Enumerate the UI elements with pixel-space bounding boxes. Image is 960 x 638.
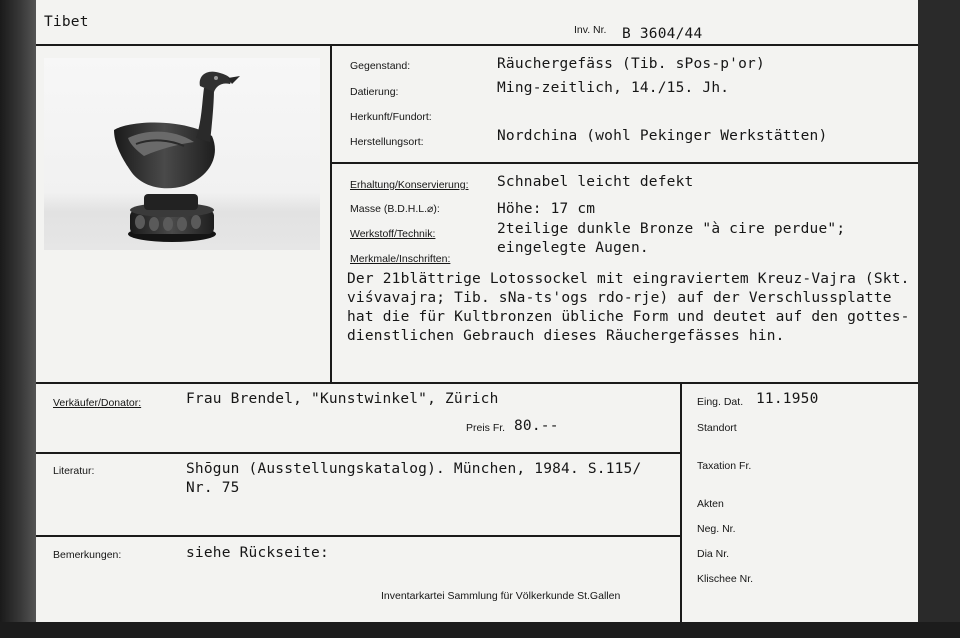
erhaltung-label: Erhaltung/Konservierung: [350,179,469,191]
bemerkungen-label: Bemerkungen: [53,549,122,561]
duck-censer-image [44,58,320,250]
standort-label: Standort [697,422,737,434]
literatur-line-1: Shōgun (Ausstellungskatalog). München, 1984. S.115/ [186,461,642,477]
datierung-label: Datierung: [350,86,399,98]
rule-vendor [36,452,680,454]
gegenstand-label: Gegenstand: [350,60,411,72]
werkstoff-line-1: 2teilige dunkle Bronze "à cire perdue"; [497,221,846,237]
masse-value: Höhe: 17 cm [497,201,596,217]
neg-nr-label: Neg. Nr. [697,523,736,535]
rule-main [36,382,918,384]
vendor-value: Frau Brendel, "Kunstwinkel", Zürich [186,391,499,407]
footer-imprint: Inventarkartei Sammlung für Völkerkunde St.Gallen [381,590,621,602]
merkmale-text [347,270,917,346]
literatur-label: Literatur: [53,465,95,477]
merkmale-line-1: Der 21blättrige Lotossockel mit eingraviertem Kreuz-Vajra (Skt. [347,271,910,287]
datierung-value: Ming-zeitlich, 14./15. Jh. [497,80,730,96]
herstellungsort-label: Herstellungsort: [350,136,424,148]
akten-label: Akten [697,498,724,510]
vendor-label-text: Verkäufer/Donator: [53,397,142,409]
merkmale-label: Merkmale/Inschriften: [350,253,451,265]
inv-nr-label: Inv. Nr. [574,24,607,36]
werkstoff-label: Werkstoff/Technik: [350,228,436,240]
eing-dat-label: Eing. Dat. [697,396,744,408]
price-label: Preis Fr. [466,422,506,434]
gegenstand-value: Räuchergefäss (Tib. sPos-p'or) [497,56,765,72]
werkstoff-line-2: eingelegte Augen. [497,240,649,256]
object-photo [44,58,320,250]
klischee-nr-label: Klischee Nr. [697,573,754,585]
herstellungsort-value: Nordchina (wohl Pekinger Werkstätten) [497,128,828,144]
rule-photo-right [330,44,332,382]
rule-header [36,44,918,46]
rule-literatur [36,535,680,537]
herkunft-label: Herkunft/Fundort: [350,111,432,123]
inv-nr-value: B 3604/44 [622,26,703,42]
eing-dat-value: 11.1950 [756,391,819,407]
vendor-label [53,397,141,409]
erhaltung-value: Schnabel leicht defekt [497,174,694,190]
inventory-card [36,0,918,622]
price-value: 80.-- [514,418,559,434]
rule-top-block [330,162,918,164]
rule-side-column [680,382,682,622]
bemerkungen-value: siehe Rückseite: [186,545,329,561]
literatur-line-2: Nr. 75 [186,480,240,496]
masse-label: Masse (B.D.H.L.⌀): [350,203,440,215]
merkmale-line-4: dienstlichen Gebrauch dieses Räuchergefässes hin. [347,328,785,344]
film-edge-bottom [0,622,960,638]
taxation-label: Taxation Fr. [697,460,752,472]
dia-nr-label: Dia Nr. [697,548,730,560]
merkmale-line-2: viśvavajra; Tib. sNa-ts'ogs rdo-rje) auf der Verschlussplatte [347,290,892,306]
film-edge-left [0,0,36,638]
region-title: Tibet [44,14,89,30]
merkmale-line-3: hat die für Kultbronzen übliche Form und deutet auf den gottes- [347,309,910,325]
